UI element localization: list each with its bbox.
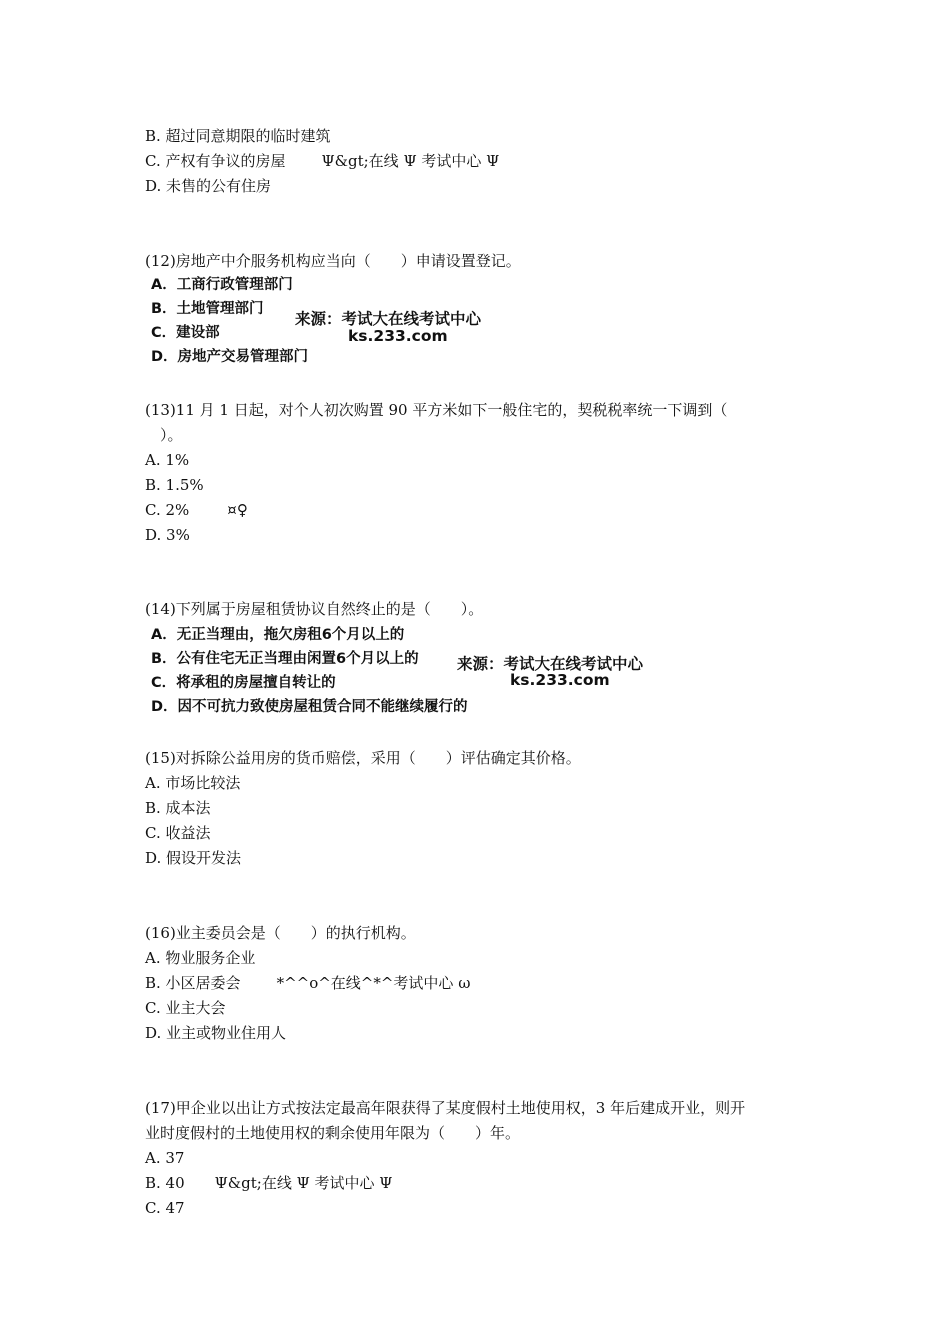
q16-option-a: A. 物业服务企业 [145,949,256,967]
q14-option-c: C．将承租的房屋擅自转让的 [151,675,336,691]
q15-option-b: B. 成本法 [145,799,211,817]
q16-option-b-text: B. 小区居委会 [145,974,241,992]
source-watermark: 来源：考试大在线考试中心 [295,310,482,328]
q17-option-b-text: B. 40 [145,1174,185,1192]
source-url: ks.233.com [510,671,610,689]
q17-option-a: A. 37 [145,1149,185,1167]
q13-stem-line2: ）。 [160,426,183,444]
source-url: ks.233.com [348,327,448,345]
q15-option-d: D. 假设开发法 [145,849,242,867]
q17-option-b [145,1173,392,1193]
q17-option-c: C. 47 [145,1199,185,1217]
q13-option-c-text: C. 2% [145,501,190,519]
q16-option-c: C. 业主大会 [145,999,226,1017]
watermark-symbols: ¤♀ [227,501,248,519]
q12-stem: (12)房地产中介服务机构应当向（ ）申请设置登记。 [145,252,521,270]
q11-option-c [145,151,499,171]
q14-option-b: B．公有住宅无正当理由闲置6个月以上的 [151,651,419,667]
q15-option-c: C. 收益法 [145,824,211,842]
q12-option-a: A．工商行政管理部门 [151,277,293,293]
q14-options-image [145,620,685,716]
q16-option-b [145,973,470,993]
q12-option-b: B．土地管理部门 [151,301,264,317]
q11-option-d: D. 未售的公有住房 [145,177,272,195]
q13-option-a: A. 1% [145,451,190,469]
q12-option-c: C．建设部 [151,325,220,341]
q11-option-c-text: C. 产权有争议的房屋 [145,152,286,170]
q14-option-a: A．无正当理由，拖欠房租6个月以上的 [151,627,405,643]
watermark-text: Ψ&gt;在线 Ψ 考试中心 Ψ [214,1174,393,1192]
q15-option-a: A. 市场比较法 [145,774,241,792]
q13-option-b: B. 1.5% [145,476,204,494]
q14-stem: (14)下列属于房屋租赁协议自然终止的是（ ）。 [145,600,484,618]
watermark-text: *^^o^在线^*^考试中心 ω [276,974,471,992]
q15-stem: (15)对拆除公益用房的货币赔偿，采用（ ）评估确定其价格。 [145,749,581,767]
watermark-text: Ψ&gt;在线 Ψ 考试中心 Ψ [321,152,500,170]
q12-options-image [145,272,545,368]
q14-option-d: D．因不可抗力致使房屋租赁合同不能继续履行的 [151,699,468,715]
q17-stem-line2: 业时度假村的土地使用权的剩余使用年限为（ ）年。 [145,1124,521,1142]
q13-option-c [145,500,248,520]
q17-stem-line1: (17)甲企业以出让方式按法定最高年限获得了某度假村土地使用权，3 年后建成开业，则开 [145,1099,746,1117]
q11-option-b: B. 超过同意期限的临时建筑 [145,127,331,145]
q13-stem-line1: (13)11 月 1 日起，对个人初次购置 90 平方米如下一般住宅的，契税税率统一下调到（ [145,401,728,419]
q12-option-d: D．房地产交易管理部门 [151,349,309,365]
source-watermark: 来源：考试大在线考试中心 [457,655,644,673]
q16-stem: (16)业主委员会是（ ）的执行机构。 [145,924,416,942]
q16-option-d: D. 业主或物业住用人 [145,1024,287,1042]
q13-option-d: D. 3% [145,526,190,544]
